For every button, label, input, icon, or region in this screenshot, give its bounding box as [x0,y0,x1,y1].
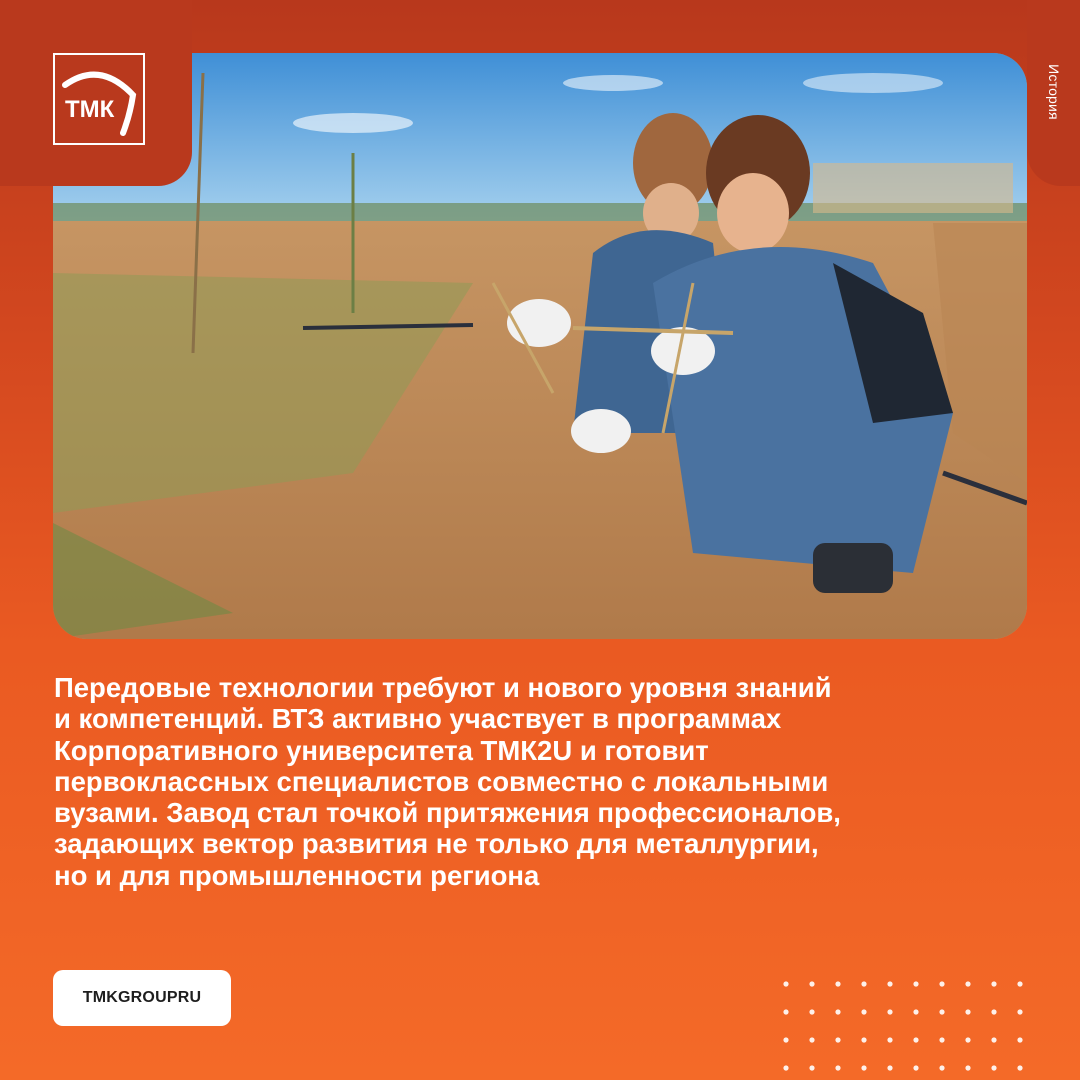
dot [939,1065,944,1070]
dot [783,1009,788,1014]
dot [783,1065,788,1070]
dot [939,1009,944,1014]
dot [1017,1065,1022,1070]
dot [809,1009,814,1014]
dot [887,1065,892,1070]
body-line: вузами. Завод стал точкой притяжения профессионалов, [54,797,841,829]
dot [913,1065,918,1070]
dot [991,1009,996,1014]
dot [913,1009,918,1014]
dot [991,1037,996,1042]
dot [783,1037,788,1042]
tmk-logo-icon [55,55,143,143]
dot [835,1009,840,1014]
body-text [54,672,1014,891]
dot [809,1037,814,1042]
dot [965,981,970,986]
dot [861,1037,866,1042]
dot [835,1065,840,1070]
dot [809,981,814,986]
handle-badge[interactable] [53,970,231,1026]
dot [809,1065,814,1070]
logo-text: ТМК [65,96,115,123]
dot [1017,1037,1022,1042]
dot [861,1009,866,1014]
dot [861,1065,866,1070]
body-line: Корпоративного университета ТМК2U и готовит [54,734,709,766]
dot [835,981,840,986]
body-line: но и для промышленности региона [54,859,540,891]
dot [965,1009,970,1014]
dot-grid-icon [778,978,1038,1078]
dot [1017,981,1022,986]
dot [1017,1009,1022,1014]
dot [861,981,866,986]
handle-text: TMKGROUPRU [82,989,202,1006]
body-line: и компетенций. ВТЗ активно участвует в программах [54,703,782,735]
section-label [1042,52,1066,132]
dot [991,981,996,986]
dot [887,981,892,986]
dot [887,1037,892,1042]
dot [913,1037,918,1042]
body-line: первоклассных специалистов совместно с локальными [54,765,829,797]
dot [939,981,944,986]
dot [835,1037,840,1042]
dot [965,1037,970,1042]
section-label-text: История [1046,64,1063,120]
dot [887,1009,892,1014]
hero-photo [53,53,1027,639]
dot [939,1037,944,1042]
body-line: задающих вектор развития не только для металлургии, [54,828,819,860]
dot [991,1065,996,1070]
dot [783,981,788,986]
body-line: Передовые технологии требуют и нового уровня знаний [54,672,832,703]
dot [913,981,918,986]
dot [965,1065,970,1070]
photo-field-workers-icon [53,53,1027,639]
tmk-logo [53,53,145,145]
